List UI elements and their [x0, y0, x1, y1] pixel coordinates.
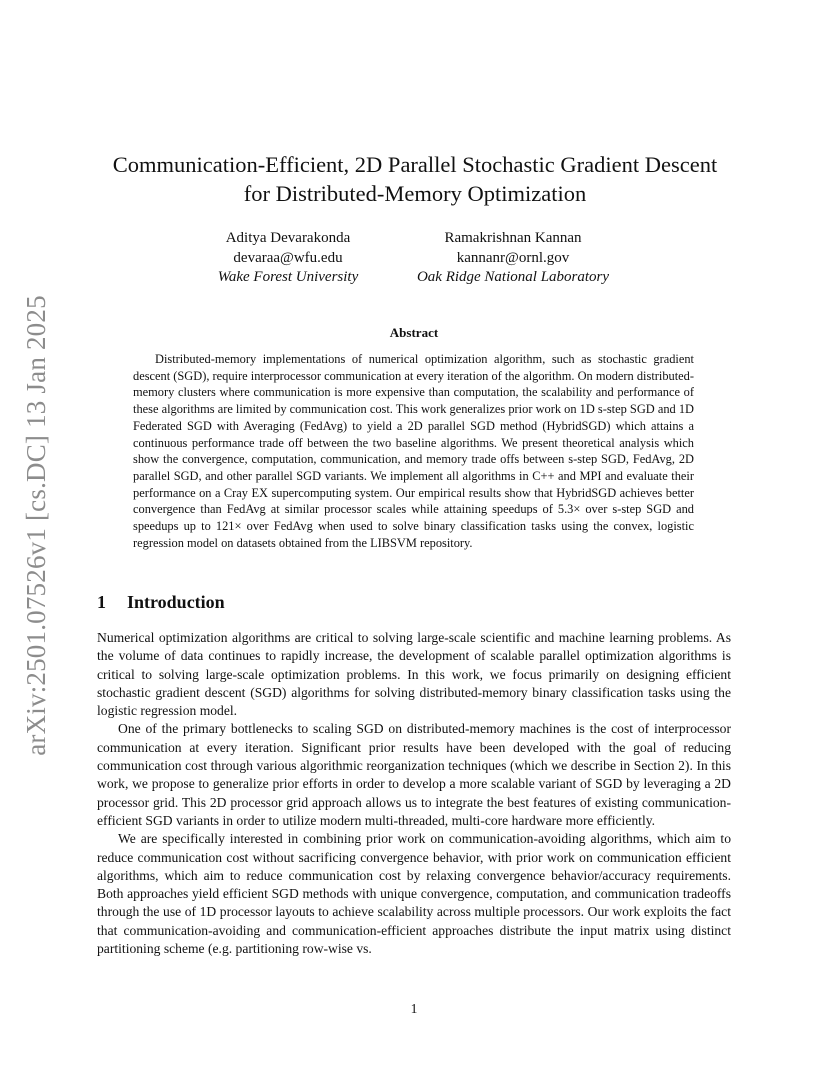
body-paragraph: We are specifically interested in combining prior work on communication-avoiding algorithms, which aim to reduce communication cost without sacrificing convergence behavior, with prior work on communication efficient algorithms, which aim to reduce communication cost by relaxing convergence behavior/accuracy requirements. Both approaches yield efficient SGD methods with unique convergence, computation, and communication tradeoffs through the use of 1D processor layouts to achieve scalability across multiple processors. Our work exploits the fact that communication-avoiding and communication-efficient approaches distribute the input matrix using distinct partitioning scheme (e.g. partitioning row-wise vs. — [97, 831, 731, 957]
author-affiliation: Wake Forest University — [217, 269, 359, 285]
arxiv-identifier-text: arXiv:2501.07526v1 [cs.DC] 13 Jan 2025 — [20, 294, 51, 756]
body-paragraph: Numerical optimization algorithms are critical to solving large-scale scientific and machine learning problems. As the volume of data continues to rapidly increase, the development of scalable parallel optimization algorithms is critical to solving large-scale optimization problems. In this work, we focus primarily on designing efficient stochastic gradient descent (SGD) algorithms for solving distributed-memory binary classification tasks using the logistic regression model. — [97, 630, 731, 719]
introduction-body — [97, 629, 731, 958]
body-paragraph: One of the primary bottlenecks to scaling SGD on distributed-memory machines is the cost of interprocessor communication at every iteration. Significant prior results have been developed with the goal of reducing communication cost through various algorithmic reorganization techniques (which we describe in Section 2). In this work, we propose to generalize prior efforts in order to develop a more scalable variant of SGD by leveraging a 2D processor grid. This 2D processor grid approach allows us to integrate the best features of existing communication-efficient SGD variants in order to utilize modern multi-threaded, multi-core hardware more efficiently. — [97, 721, 731, 828]
title-line-1: Communication-Efficient, 2D Parallel Stochastic Gradient Descent — [112, 152, 718, 177]
arxiv-identifier-stamp — [16, 292, 56, 758]
section-number: 1 — [97, 592, 106, 612]
section-heading — [97, 592, 225, 613]
author-block-2 — [400, 229, 626, 288]
author-email: devaraa@wfu.edu — [233, 249, 343, 266]
abstract-text: Distributed-memory implementations of numerical optimization algorithm, such as stochastic gradient descent (SGD), require interprocessor communication at every iteration of the algorithm. On modern distributed-memory clusters where communication is more expensive than computation, the scalability and performance of these algorithms are limited by communication cost. This work generalizes prior work on 1D s-step SGD and 1D Federated SGD with Averaging (FedAvg) to yield a 2D parallel SGD method (HybridSGD) which attains a continuous performance trade off between the two baseline algorithms. We present theoretical analysis which show the convergence, computation, communication, and memory trade offs between s-step SGD, FedAvg, 2D parallel SGD, and other parallel SGD variants. We implement all algorithms in C++ and MPI and evaluate their performance on a Cray EX supercomputing system. Our empirical results show that HybridSGD achieves better convergence than FedAvg at similar processor scales while attaining speedups of 5.3× over s-step SGD and speedups up to 121× over FedAvg when used to solve binary classification tasks using the convex, logistic regression model on datasets obtained from the LIBSVM repository. — [133, 352, 694, 550]
paper-title — [70, 150, 760, 208]
author-affiliation: Oak Ridge National Laboratory — [416, 269, 610, 285]
author-email: kannanr@ornl.gov — [456, 249, 570, 266]
abstract-heading: Abstract — [389, 325, 439, 340]
title-line-2: for Distributed-Memory Optimization — [243, 181, 587, 206]
author-name: Ramakrishnan Kannan — [444, 230, 582, 246]
section-title: Introduction — [127, 592, 225, 612]
author-block-1 — [190, 229, 386, 288]
page-number: 1 — [410, 1001, 418, 1016]
author-name: Aditya Devarakonda — [225, 230, 351, 246]
